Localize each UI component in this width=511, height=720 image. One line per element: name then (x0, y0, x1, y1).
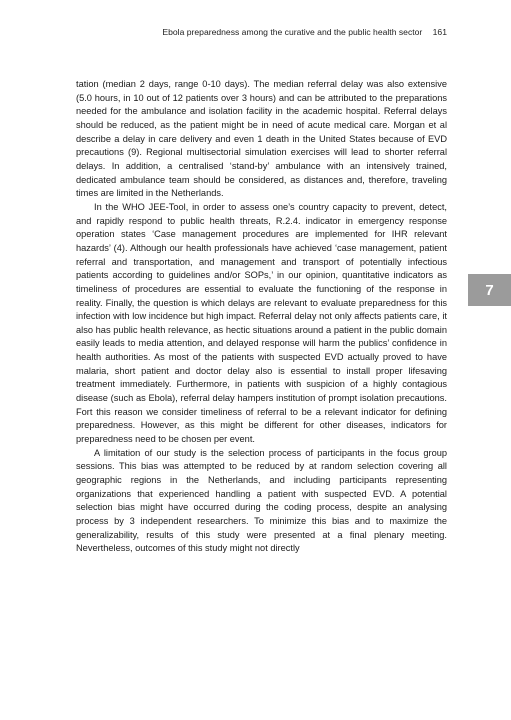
page-number: 161 (432, 27, 447, 37)
chapter-tab (468, 274, 511, 306)
body-text (76, 78, 447, 556)
paragraph: A limitation of our study is the selection process of participants in the focus group sessions. This bias was attempted to be reduced by at random selection covering all geographic regions in the Netherlands, and including participants representing organizations that experienced handling a patient with suspected EVD. A potential selection bias might have occurred during the coding process, despite an analysing process by 3 independent researchers. To minimize this bias and to maximize the generalizability, results of this study were presented at a final plenary meeting. Nevertheless, outcomes of this study might not directly (76, 447, 447, 554)
chapter-tab-label: 7 (485, 281, 494, 299)
running-header (162, 27, 447, 37)
paragraph: tation (median 2 days, range 0-10 days). The median referral delay was also extensive (5.0 hours, in 10 out of 12 patients over 3 hours) and can be attributed to the preparations needed for the ambulance and isolation facility in the academic hospital. Referral delays should be reduced, as the patient might be in need of acute medical care. Morgan et al describe a delay in care delivery and even 1 death in the United States because of EVD precautions (9). Regional multisectorial simulation exercises will lead to shorter referral delays. In addition, a centralised ‘stand-by’ ambulance with an intensively trained, dedicated ambulance team should be considered, as distances and, therefore, traveling times are limited in the Netherlands. (76, 79, 447, 199)
paragraph: In the WHO JEE-Tool, in order to assess one’s country capacity to prevent, detect, and rapidly respond to public health threats, R.2.4. indicator in emergency response operation states ‘Case management procedures are implemented for IHR relevant hazards’ (4). Although our health professionals have achieved ‘case management, patient referral and transportation, and management and transport of potentially infectious patients according to guidelines and/or SOPs,’ in our opinion, quantitative indicators as timeliness of procedures are essential to evaluate the functioning of the response in reality. Finally, the question is which delays are relevant to evaluate preparedness for this infection with low incidence but high impact. Referral delay not only affects patients care, it also has public health relevance, as hectic situations around a patient in the public domain easily leads to media attention, and delayed response will harm the publics’ confidence in health authorities. As most of the patients with suspected EVD actually proved to have malaria, short patient and doctor delay also is essential to install proper lifesaving treatment immediately. Furthermore, in patients with suspicion of a highly contagious disease (such as Ebola), referral delay hampers institution of prompt isolation precautions. Fort this reason we consider timeliness of referral to be a relevant indicator for defining preparedness. However, as this might be different for other diseases, indicators for preparedness need to be chosen per event. (76, 201, 447, 445)
running-title: Ebola preparedness among the curative and the public health sector (162, 27, 423, 37)
